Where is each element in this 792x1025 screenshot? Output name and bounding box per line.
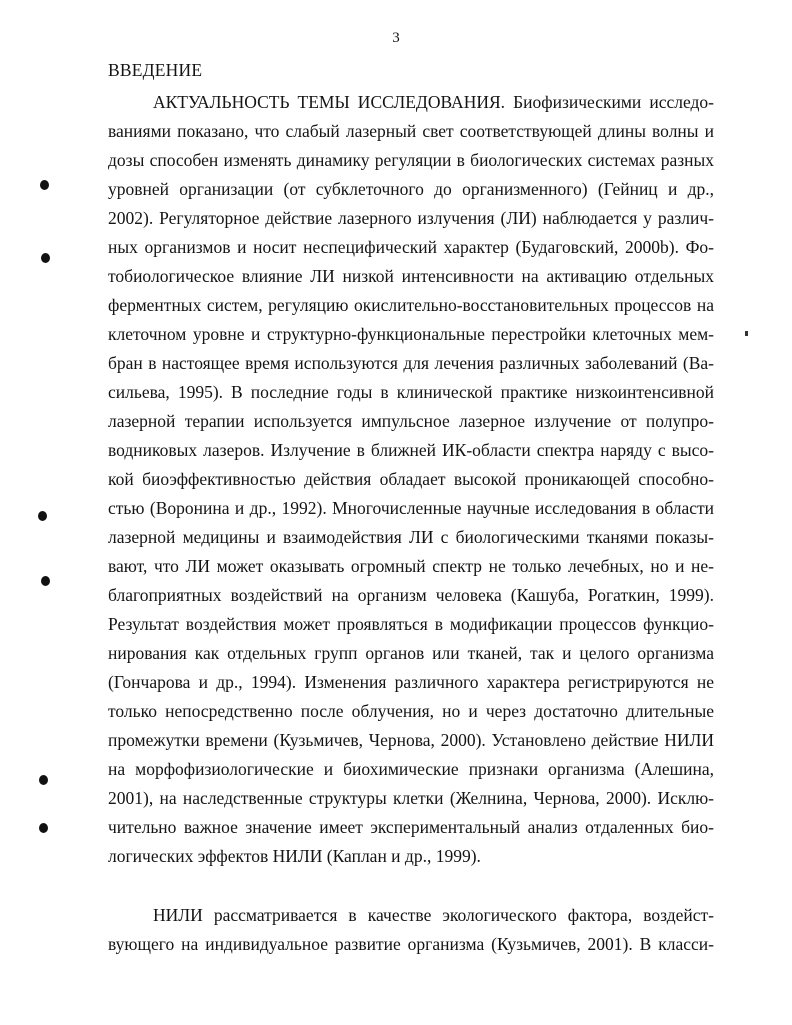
section-heading: ВВЕДЕНИЕ <box>108 60 203 80</box>
scan-mark <box>41 253 50 263</box>
text-line: клеточном уровне и структурно-функциональные перестройки клеточных мем- <box>108 324 714 344</box>
text-line: Результат воздействия может проявляться в модификации процессов функцио- <box>108 614 714 634</box>
scan-mark <box>41 576 50 586</box>
text-line: только непосредственно после облучения, но и через достаточно длительные <box>108 701 714 721</box>
text-line: вующего на индивидуальное развитие организма (Кузьмичев, 2001). В класси- <box>108 934 714 954</box>
text-line: промежутки времени (Кузьмичев, Чернова, 2000). Установлено действие НИЛИ <box>108 730 714 750</box>
text-line: нирования как отдельных групп органов или тканей, так и целого организма <box>108 643 714 663</box>
text-line: лазерной терапии используется импульсное лазерное излучение от полупро- <box>108 411 714 431</box>
scan-mark <box>39 775 48 785</box>
text-line: чительно важное значение имеет экспериментальный анализ отдаленных био- <box>108 817 714 837</box>
text-line: кой биоэффективностью действия обладает высокой проникающей способно- <box>108 469 714 489</box>
scan-mark <box>39 823 48 833</box>
text-line: дозы способен изменять динамику регуляции в биологических системах разных <box>108 150 714 170</box>
text-line: тобиологическое влияние ЛИ низкой интенсивности на активацию отдельных <box>108 266 714 286</box>
page-number: 3 <box>392 30 400 46</box>
text-line: (Гончарова и др., 1994). Изменения различного характера регистрируются не <box>108 672 714 692</box>
text-line: уровней организации (от субклеточного до организменного) (Гейниц и др., <box>108 179 714 199</box>
text-line: бран в настоящее время используются для лечения различных заболеваний (Ва- <box>108 353 714 373</box>
text-line: 2001), на наследственные структуры клетки (Желнина, Чернова, 2000). Исклю- <box>108 788 714 808</box>
text-line: на морфофизиологические и биохимические признаки организма (Алешина, <box>108 759 714 779</box>
text-line: 2002). Регуляторное действие лазерного излучения (ЛИ) наблюдается у различ- <box>108 208 714 228</box>
text-line: стью (Воронина и др., 1992). Многочисленные научные исследования в области <box>108 498 714 518</box>
text-line: вают, что ЛИ может оказывать огромный спектр не только лечебных, но и не- <box>108 556 714 576</box>
text-line: АКТУАЛЬНОСТЬ ТЕМЫ ИССЛЕДОВАНИЯ. Биофизическими исследо- <box>153 92 714 112</box>
scan-mark <box>38 511 47 521</box>
scan-mark <box>745 331 748 336</box>
text-line: водниковых лазеров. Излучение в ближней ИК-области спектра наряду с высо- <box>108 440 714 460</box>
text-line: лазерной медицины и взаимодействия ЛИ с биологическими тканями показы- <box>108 527 714 547</box>
text-line: ферментных систем, регуляцию окислительно-восстановительных процессов на <box>108 295 714 315</box>
text-line: сильева, 1995). В последние годы в клинической практике низкоинтенсивной <box>108 382 714 402</box>
text-line: логических эффектов НИЛИ (Каплан и др., 1999). <box>108 846 481 866</box>
text-line: ных организмов и носит неспецифический характер (Будаговский, 2000b). Фо- <box>108 237 714 257</box>
text-line: благоприятных воздействий на организм человека (Кашуба, Рогаткин, 1999). <box>108 585 714 605</box>
text-line: ваниями показано, что слабый лазерный свет соответствующей длины волны и <box>108 121 714 141</box>
text-line: НИЛИ рассматривается в качестве экологического фактора, воздейст- <box>153 905 714 925</box>
scan-mark <box>40 180 49 190</box>
